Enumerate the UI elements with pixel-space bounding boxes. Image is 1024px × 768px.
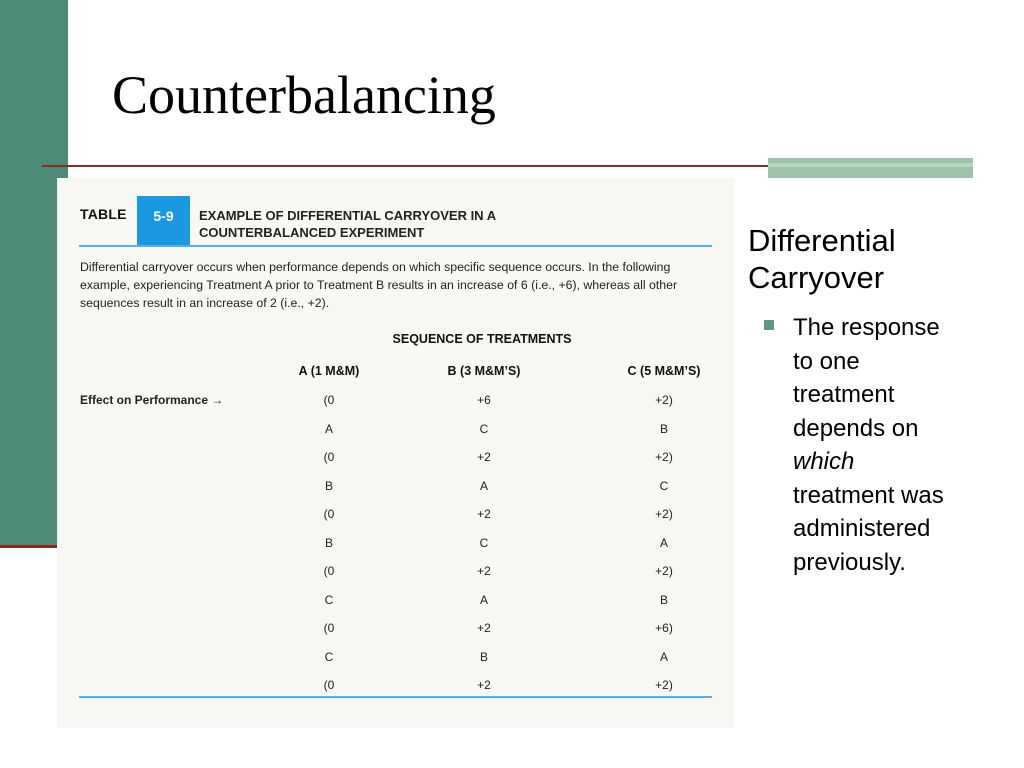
bullet-line: treatment: [793, 381, 895, 408]
table-cell: (0: [323, 678, 335, 692]
bullet-line: previously.: [793, 548, 906, 576]
bullet-line: administered: [793, 515, 931, 542]
table-cell: +2: [477, 621, 491, 635]
table-cell: +2: [477, 450, 491, 464]
table-label: TABLE: [80, 206, 127, 222]
table-bottom-rule: [79, 696, 712, 698]
table-cell: C: [324, 592, 334, 607]
slide-title: Counterbalancing: [112, 65, 496, 125]
table-number-badge: 5-9: [137, 196, 190, 246]
table-description: [80, 258, 710, 312]
table-cell: (0: [323, 621, 335, 635]
table-cell: +2): [655, 678, 673, 692]
table-cell: (0: [323, 507, 335, 521]
table-cell: C: [479, 421, 489, 436]
table-description-line: example, experiencing Treatment A prior to Treatment B results in an increase of 6 (i.e., +6), whereas all other: [80, 278, 678, 292]
table-image-panel: [57, 178, 734, 728]
table-cell: B: [479, 649, 488, 664]
table-cell: A: [479, 478, 488, 493]
table-caption-line: EXAMPLE OF DIFFERENTIAL CARRYOVER IN A: [199, 208, 497, 223]
row-label-effect: Effect on Performance →: [80, 393, 224, 407]
bullet-square-icon: [764, 320, 774, 330]
table-cell: A: [659, 649, 668, 664]
column-header-c: C (5 M&M’S): [627, 364, 701, 378]
table-cell: (0: [323, 393, 335, 407]
table-cell: B: [659, 592, 668, 607]
table-cell: +2): [655, 393, 673, 407]
table-cell: A: [324, 421, 333, 436]
table-cell: C: [479, 535, 489, 550]
table-cell: +6): [655, 621, 673, 635]
column-header-b: B (3 M&M’S): [447, 364, 521, 378]
table-cell: B: [324, 478, 333, 493]
bullet-line: which: [793, 448, 855, 475]
table-cell: +2: [477, 564, 491, 578]
section-heading-line: Carryover: [748, 260, 885, 295]
table-caption-line: COUNTERBALANCED EXPERIMENT: [199, 225, 425, 240]
bullet-line: The response: [793, 314, 940, 341]
table-cell: (0: [323, 564, 335, 578]
bullet-line: to one: [793, 347, 860, 375]
table-cell: +2): [655, 507, 673, 521]
table-cell: C: [324, 649, 334, 664]
table-cell: B: [324, 535, 333, 550]
accent-bar: [768, 158, 973, 178]
table-cell: +2: [477, 507, 491, 521]
table-cell: +2): [655, 564, 673, 578]
bullet-line: treatment was: [793, 481, 944, 509]
section-heading-line: Differential: [748, 223, 896, 258]
bullet-line: depends on: [793, 414, 919, 442]
table-description-line: sequences result in an increase of 2 (i.e., +2).: [80, 296, 330, 310]
table-cell: C: [659, 478, 669, 493]
accent-bar-highlight: [768, 163, 973, 167]
table-cell: +6: [477, 393, 491, 407]
sequence-heading: SEQUENCE OF TREATMENTS: [392, 332, 572, 346]
table-cell: +2): [655, 450, 673, 464]
table-cell: B: [659, 421, 668, 436]
table-top-rule: [79, 245, 712, 247]
table-caption: [199, 207, 496, 241]
table-cell: (0: [323, 450, 335, 464]
table-description-line: Differential carryover occurs when performance depends on which specific sequence occurs. In the following: [80, 260, 671, 274]
bullet-text: [793, 311, 993, 579]
column-header-a: A (1 M&M): [298, 364, 360, 378]
section-heading: [748, 222, 896, 296]
table-cell: +2: [477, 678, 491, 692]
table-cell: A: [659, 535, 668, 550]
table-cell: A: [479, 592, 488, 607]
